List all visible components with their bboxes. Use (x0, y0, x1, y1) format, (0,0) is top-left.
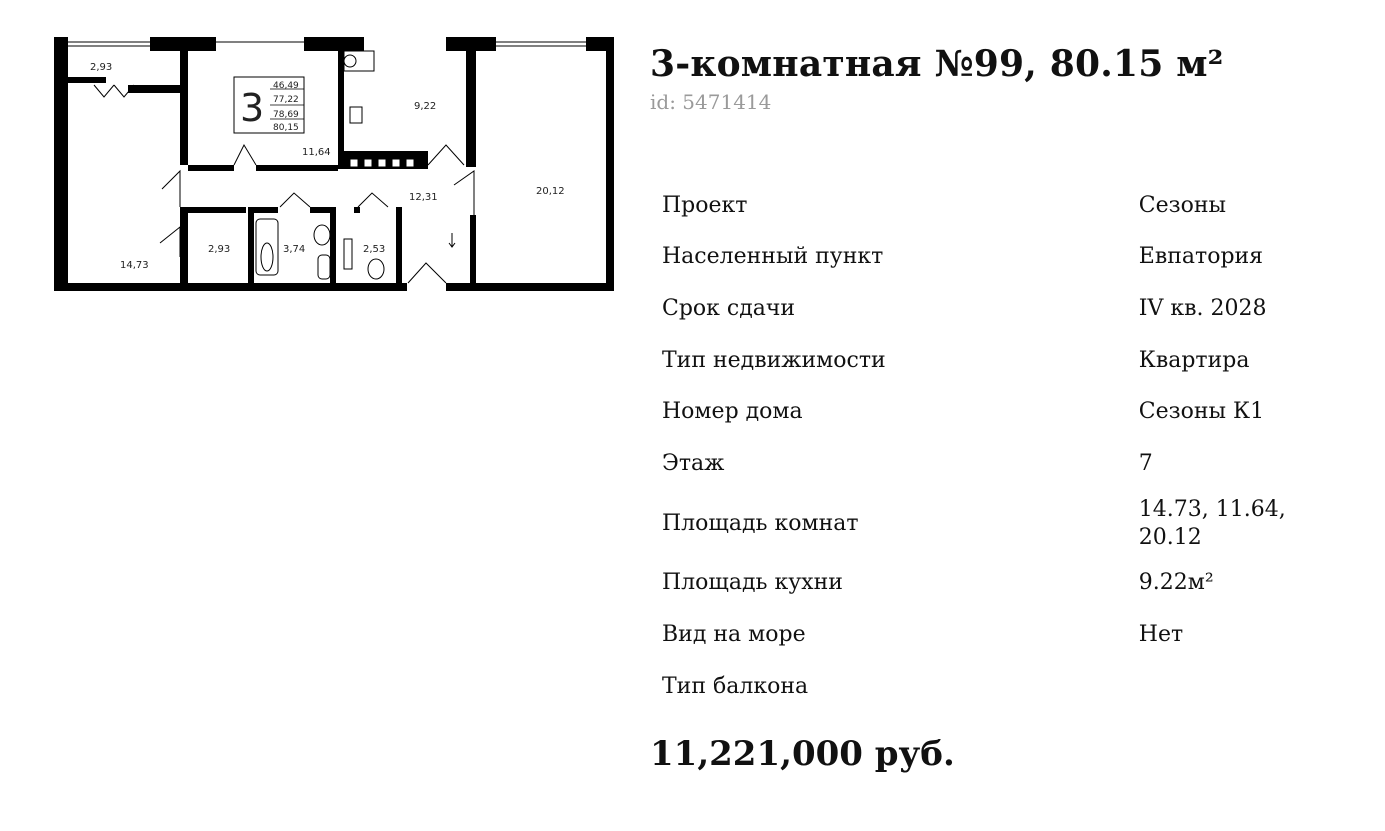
property-value: Квартира (1138, 347, 1250, 373)
floor-plan-image (54, 37, 614, 291)
room-label-right: 20,12 (536, 186, 565, 197)
room-label-kitchen: 9,22 (414, 101, 437, 112)
property-value: IV кв. 2028 (1138, 295, 1267, 321)
property-label: Срок сдачи (662, 295, 796, 321)
room-label-storage: 2,93 (208, 244, 231, 255)
property-label: Населенный пункт (662, 244, 884, 270)
property-label: Тип балкона (662, 673, 809, 699)
property-label: Площадь комнат (662, 510, 859, 536)
badge-area-4: 80,15 (273, 123, 299, 133)
badge-area-2: 77,22 (273, 95, 299, 105)
property-row (650, 386, 1330, 438)
property-value (1127, 661, 1330, 713)
property-row (650, 609, 1330, 661)
property-row (650, 490, 1330, 558)
badge-area-1: 46,49 (273, 81, 299, 91)
room-label-left: 14,73 (120, 260, 149, 271)
page-title: 3-комнатная №99, 80.15 м² (650, 43, 1224, 85)
property-value: Нет (1138, 621, 1184, 647)
room-label-wc: 2,53 (363, 244, 386, 255)
property-label: Проект (662, 192, 748, 218)
badge-area-3: 78,69 (273, 110, 299, 120)
room-label-hall: 12,31 (409, 192, 438, 203)
floor-plan-drawing (54, 37, 614, 291)
listing-id: id: 5471414 (650, 90, 772, 114)
property-row (650, 232, 1330, 284)
property-label: Номер дома (662, 399, 803, 425)
property-table (650, 180, 1330, 712)
property-label: Вид на море (662, 621, 806, 647)
badge-number: 3 (240, 86, 265, 130)
property-row (650, 661, 1330, 713)
property-value: 14.73, 11.64, 20.12 (1138, 496, 1286, 550)
price: 11,221,000 руб. (650, 734, 955, 774)
property-row (650, 438, 1330, 490)
room-label-top: 11,64 (302, 147, 331, 158)
property-value: 7 (1138, 450, 1153, 476)
property-label: Площадь кухни (662, 570, 843, 596)
property-value: Сезоны (1138, 192, 1227, 218)
property-row (650, 558, 1330, 610)
property-value: 9.22м² (1138, 570, 1214, 596)
room-label-bath: 3,74 (283, 244, 306, 255)
room-label-balcony: 2,93 (90, 62, 113, 73)
property-label: Этаж (662, 450, 725, 476)
property-value: Евпатория (1138, 244, 1264, 270)
property-row (650, 335, 1330, 387)
listing-header (650, 40, 1350, 116)
property-value: Сезоны К1 (1138, 399, 1265, 425)
property-row (650, 180, 1330, 232)
property-label: Тип недвижимости (662, 347, 886, 373)
property-row (650, 283, 1330, 335)
